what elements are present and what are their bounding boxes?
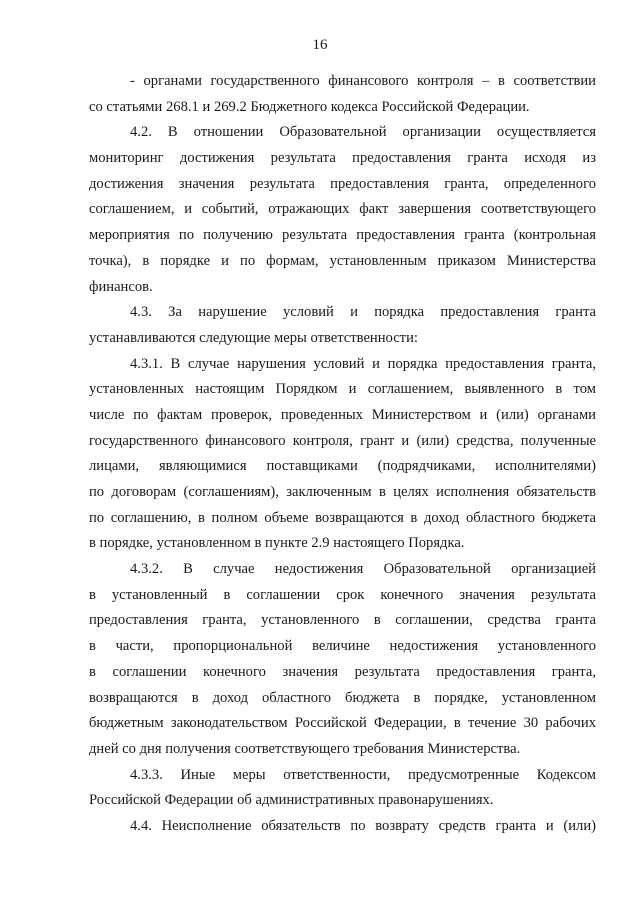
text-line: мониторинг достижения результата предоставления гранта исходя из [89, 150, 596, 167]
text-line: точка), в порядке и по формам, установленным приказом Министерства [89, 252, 596, 269]
text-line: Российской Федерации об административных правонарушениях. [89, 792, 494, 809]
text-line: устанавливаются следующие меры ответственности: [89, 329, 418, 346]
text-line: финансов. [89, 278, 153, 295]
text-line: 4.4. Неисполнение обязательств по возврату средств гранта и (или) [130, 817, 596, 834]
text-line: 4.2. В отношении Образовательной организации осуществляется [130, 124, 596, 141]
text-line: 4.3. За нарушение условий и порядка предоставления гранта [130, 304, 596, 321]
text-line: в порядке, установленном в пункте 2.9 настоящего Порядка. [89, 535, 465, 552]
text-line: мероприятия по получению результата предоставления гранта (контрольная [89, 227, 596, 244]
text-line: установленных настоящим Порядком и соглашением, выявленного в том [89, 381, 596, 398]
text-line: дней со дня получения соответствующего требования Министерства. [89, 740, 521, 757]
text-line: 4.3.2. В случае недостижения Образовательной организацией [130, 561, 596, 578]
text-line: 4.3.3. Иные меры ответственности, предусмотренные Кодексом [130, 766, 596, 783]
text-line: 4.3.1. В случае нарушения условий и порядка предоставления гранта, [130, 355, 596, 372]
text-line: лицами, являющимися поставщиками (подрядчиками, исполнителями) [89, 458, 596, 475]
text-line: по соглашению, в полном объеме возвращаются в доход областного бюджета [89, 509, 596, 526]
text-line: со статьями 268.1 и 269.2 Бюджетного кодекса Российской Федерации. [89, 98, 530, 115]
text-line: по договорам (соглашениям), заключенным в целях исполнения обязательств [89, 484, 596, 500]
text-line: в части, пропорциональной величине недостижения установленного [89, 638, 596, 655]
text-line: предоставления гранта, установленного в соглашении, средства гранта [89, 612, 596, 629]
text-line: государственного финансового контроля, грант и (или) средства, полученные [89, 432, 596, 449]
text-line: числе по фактам проверок, проведенных Министерством и (или) органами [89, 406, 596, 423]
text-line: в соглашении конечного значения результата предоставления гранта, [89, 663, 596, 680]
text-line: возвращаются в доход областного бюджета в порядке, установленном [89, 689, 596, 706]
text-line: - органами государственного финансового контроля – в соответствии [130, 73, 596, 89]
text-line: бюджетным законодательством Российской Федерации, в течение 30 рабочих [89, 715, 596, 732]
page-number: 16 [312, 37, 328, 53]
document-body [89, 69, 596, 840]
text-line: в установленный в соглашении срок конечного значения результата [89, 586, 596, 603]
text-line: достижения значения результата предоставления гранта, определенного [89, 175, 596, 192]
text-line: соглашением, и событий, отражающих факт завершения соответствующего [89, 201, 596, 218]
